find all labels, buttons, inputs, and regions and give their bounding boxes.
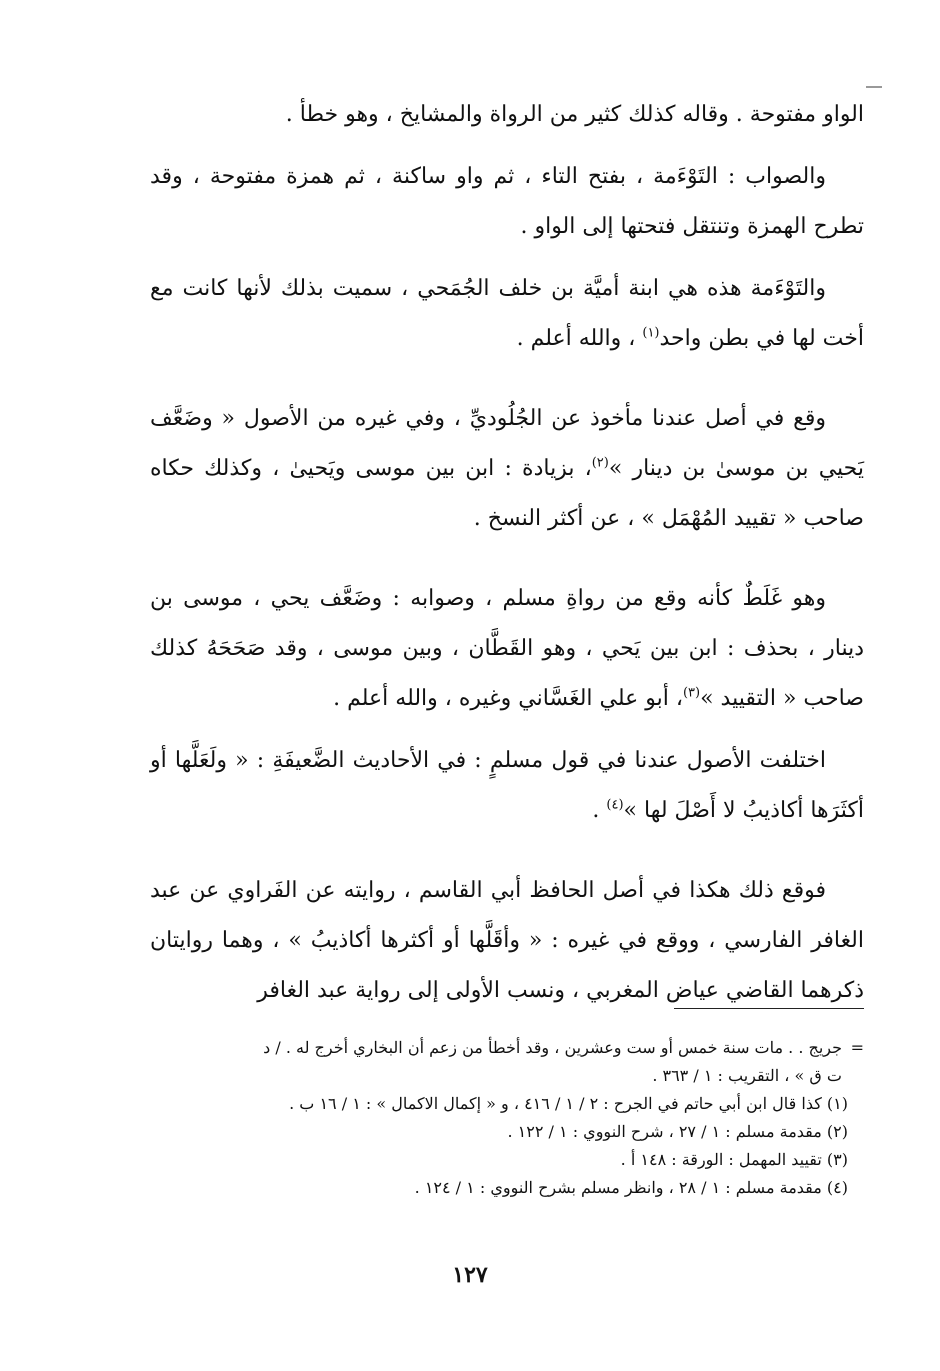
- footnote-ref-1: (١): [642, 325, 660, 341]
- footnote-3: (٣) تقييد المهمل : الورقة : ١٤٨ أ .: [620, 1150, 848, 1169]
- footnotes: [150, 1034, 864, 1202]
- corner-mark: [866, 86, 882, 88]
- paragraph-2: والصواب : التَوْءَمة ، بفتح التاء ، ثم واو ساكنة ، ثم همزة مفتوحة ، وقد تطرح الهمزة وتنتقل فتحتها إلى الواو .: [150, 164, 864, 239]
- footnote-continuation: =جريج . . مات سنة خمس أو ست وعشرين ، وقد أخطأ من زعم أن البخاري أخرج له . / د: [150, 1034, 864, 1062]
- body-text: [150, 90, 864, 1016]
- paragraph-5: وهو غَلَطٌ كأنه وقع من رواةِ مسلم ، وصوابه : وضَعَّف يحي ، موسى بن دينار ، بحذف : ابن بين يَحي ، وهو القَطَّان ، وبين موسى ، وقد صَحَحَهُ كذلك صاحب « التقييد »$^{(٣)}$، أبو علي الغَسَّاني وغيره ، والله أعلم .: [150, 586, 864, 711]
- paragraph-4: وقع في أصل عندنا مأخوذ عن الجُلُوديِّ ، وفي غيره من الأصول « وضَعَّف يَحيي بن موسىٰ بن دينار »$^{(٢)}$، بزيادة : ابن بين موسى ويَحيىٰ ، وكذلك حكاه صاحب « تقييد المُهْمَل » ، عن أكثر النسخ .: [150, 406, 864, 531]
- footnote-2: (٢) مقدمة مسلم : ١ / ٢٧ ، شرح النووي : ١ / ١٢٢ .: [507, 1122, 848, 1141]
- paragraph-7: فوقع ذلك هكذا في أصل الحافظ أبي القاسم ، روايته عن الفَراوي عن عبد الغافر الفارسي ، ووقع في غيره : « وأقَلَّها أو أكثرها أكاذيبُ » ، وهما روايتان ذكرهما القاضي عياض المغربي ، ونسب الأولى إلى رواية عبد الغافر: [150, 878, 864, 1003]
- paragraph-3: والتَوْءَمة هذه هي ابنة أميَّة بن خلف الجُمَحي ، سميت بذلك لأنها كانت مع أخت لها في بطن واحد$^{(١)}$ ، والله أعلم .: [150, 276, 864, 351]
- footnote-4: (٤) مقدمة مسلم : ١ / ٢٨ ، وانظر مسلم بشرح النووي : ١ / ١٢٤ .: [414, 1178, 848, 1197]
- continuation-mark: =: [850, 1038, 864, 1057]
- footnote-1: (١) كذا قال ابن أبي حاتم في الجرح : ٢ / ١ / ٤١٦ ، و « إكمال الاكمال » : ١ / ١٦ ب .: [289, 1094, 848, 1113]
- paragraph-1: الواو مفتوحة . وقاله كذلك كثير من الرواة والمشايخ ، وهو خطأ .: [285, 102, 864, 127]
- footnote-ref-3: (٣): [682, 685, 701, 701]
- footnote-separator: [674, 1008, 864, 1009]
- page-number: ١٢٧: [452, 1262, 488, 1288]
- footnote-ref-2: (٢): [591, 455, 609, 471]
- footnote-continuation-line-2: ت ق » ، التقريب : ١ / ٣٦٣ .: [652, 1066, 842, 1085]
- footnote-ref-4: (٤): [606, 797, 624, 813]
- paragraph-6: اختلفت الأصول عندنا في قول مسلمٍ : في الأحاديث الضَّعيفَةِ : « ولَعَلَّها أو أكثَرَها أكاذيبُ لا أَصْلَ لها »$^{(٤)}$ .: [150, 748, 864, 823]
